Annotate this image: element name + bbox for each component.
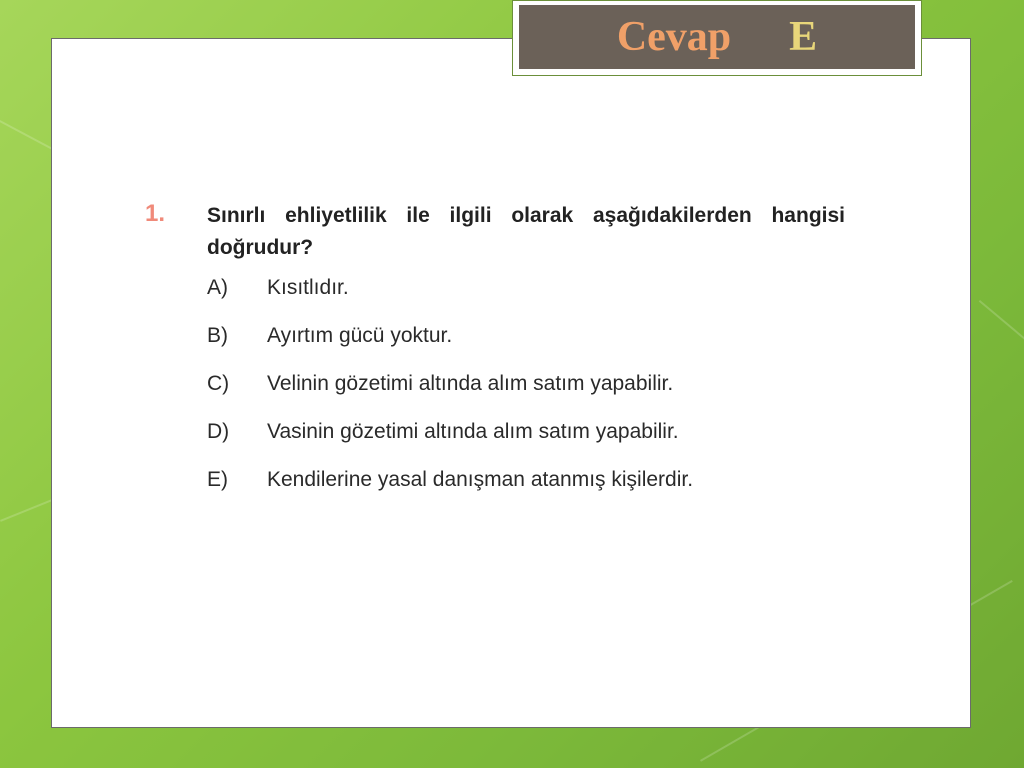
question-number: 1. — [145, 200, 166, 227]
option-text: Kendilerine yasal danışman atanmış kişilerdir. — [267, 468, 694, 491]
option-letter: D) — [207, 420, 230, 443]
answer-banner-inner — [519, 5, 915, 69]
option-b — [207, 324, 845, 372]
answer-letter: E — [789, 14, 818, 60]
options-list — [207, 276, 845, 516]
background-line — [979, 300, 1024, 379]
option-letter: E) — [207, 468, 228, 491]
answer-banner — [512, 0, 922, 76]
option-d — [207, 420, 845, 468]
question-header — [145, 200, 845, 264]
option-text: Ayırtım gücü yoktur. — [267, 324, 453, 347]
option-letter: B) — [207, 324, 228, 347]
question-text: Sınırlı ehliyetlilik ile ilgili olarak aşağıdakilerden hangisi doğrudur? — [207, 204, 845, 259]
option-text: Vasinin gözetimi altında alım satım yapabilir. — [267, 420, 679, 443]
option-a — [207, 276, 845, 324]
option-text: Kısıtlıdır. — [267, 276, 349, 299]
option-c — [207, 372, 845, 420]
option-e — [207, 468, 845, 516]
answer-label: Cevap — [616, 14, 732, 60]
question-block — [145, 200, 845, 516]
option-letter: A) — [207, 276, 228, 299]
option-letter: C) — [207, 372, 230, 395]
option-text: Velinin gözetimi altında alım satım yapabilir. — [267, 372, 674, 395]
